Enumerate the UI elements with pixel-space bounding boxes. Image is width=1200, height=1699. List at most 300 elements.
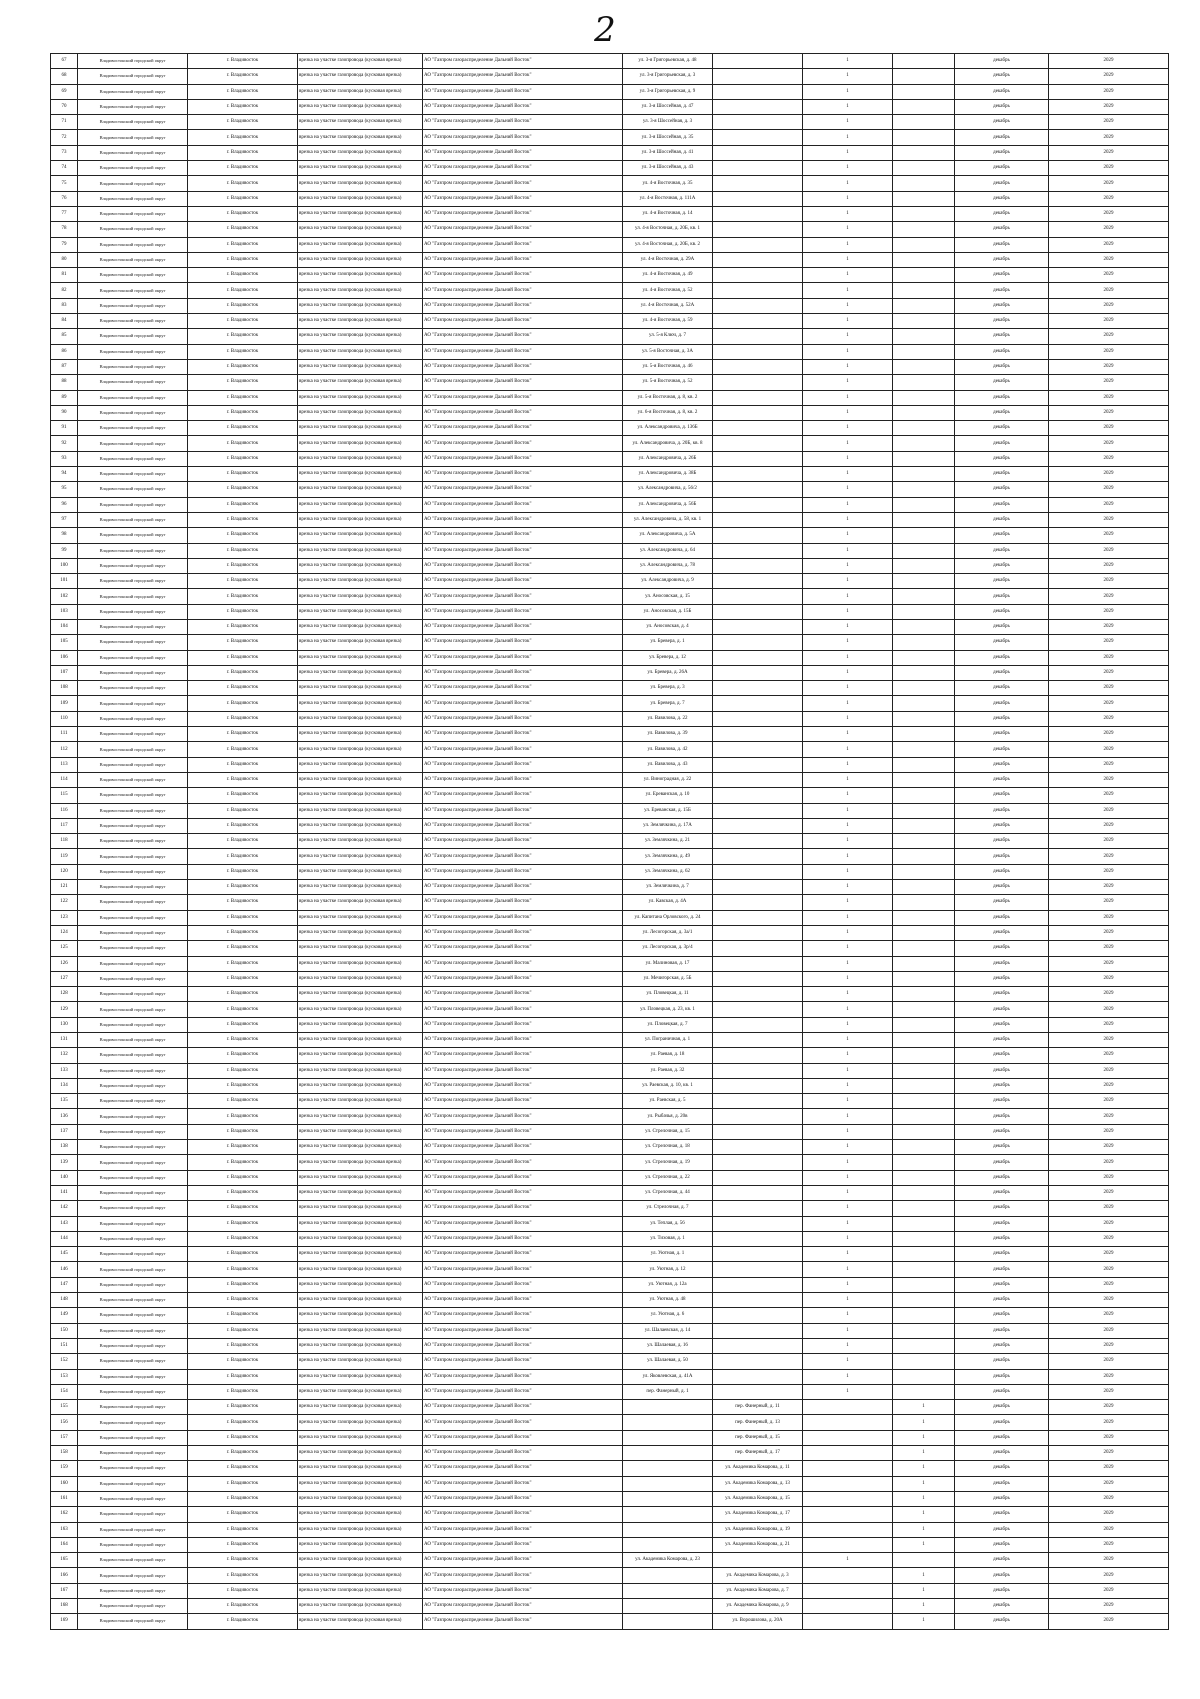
quantity-alt-cell bbox=[893, 1323, 955, 1338]
row-number: 148 bbox=[51, 1293, 78, 1308]
address-cell bbox=[623, 1598, 713, 1613]
year-cell: 2029 bbox=[1049, 1155, 1169, 1170]
work-type-cell: врезка на участке газопровода (кусковая врезка) bbox=[298, 1002, 423, 1017]
quantity-cell: 1 bbox=[803, 788, 893, 803]
address-alt-cell bbox=[713, 589, 803, 604]
quantity-cell: 1 bbox=[803, 757, 893, 772]
address-alt-cell: ул. Академика Комарова, д. 15 bbox=[713, 1491, 803, 1506]
quantity-alt-cell bbox=[893, 589, 955, 604]
month-cell: декабрь bbox=[955, 84, 1049, 99]
address-alt-cell bbox=[713, 283, 803, 298]
district-cell: Владивостокский городской округ bbox=[78, 757, 188, 772]
address-alt-cell bbox=[713, 497, 803, 512]
city-cell: г. Владивосток bbox=[188, 834, 298, 849]
address-alt-cell bbox=[713, 252, 803, 267]
address-alt-cell: ул. Академика Комарова, д. 13 bbox=[713, 1476, 803, 1491]
quantity-cell: 1 bbox=[803, 1293, 893, 1308]
city-cell: г. Владивосток bbox=[188, 1338, 298, 1353]
organization-cell: АО "Газпром газораспределение Дальний Восток" bbox=[423, 1277, 623, 1292]
quantity-alt-cell bbox=[893, 359, 955, 374]
organization-cell: АО "Газпром газораспределение Дальний Восток" bbox=[423, 176, 623, 191]
year-cell: 2029 bbox=[1049, 314, 1169, 329]
organization-cell: АО "Газпром газораспределение Дальний Восток" bbox=[423, 925, 623, 940]
address-cell: ул. Ереванская, д. 10 bbox=[623, 788, 713, 803]
quantity-cell: 1 bbox=[803, 405, 893, 420]
quantity-alt-cell bbox=[893, 1553, 955, 1568]
city-cell: г. Владивосток bbox=[188, 482, 298, 497]
organization-cell: АО "Газпром газораспределение Дальний Восток" bbox=[423, 1155, 623, 1170]
organization-cell: АО "Газпром газораспределение Дальний Восток" bbox=[423, 145, 623, 160]
address-alt-cell bbox=[713, 1140, 803, 1155]
year-cell: 2029 bbox=[1049, 1507, 1169, 1522]
year-cell: 2029 bbox=[1049, 1017, 1169, 1032]
year-cell: 2029 bbox=[1049, 910, 1169, 925]
table-row bbox=[51, 451, 1169, 466]
work-type-cell: врезка на участке газопровода (кусковая врезка) bbox=[298, 1277, 423, 1292]
quantity-alt-cell bbox=[893, 834, 955, 849]
quantity-cell: 1 bbox=[803, 1308, 893, 1323]
address-alt-cell: ул. Ворошилова, д. 20А bbox=[713, 1614, 803, 1629]
work-type-cell: врезка на участке газопровода (кусковая врезка) bbox=[298, 956, 423, 971]
address-alt-cell bbox=[713, 268, 803, 283]
city-cell: г. Владивосток bbox=[188, 971, 298, 986]
district-cell: Владивостокский городской округ bbox=[78, 1491, 188, 1506]
quantity-cell: 1 bbox=[803, 1354, 893, 1369]
district-cell: Владивостокский городской округ bbox=[78, 222, 188, 237]
address-alt-cell bbox=[713, 925, 803, 940]
work-type-cell: врезка на участке газопровода (кусковая врезка) bbox=[298, 1308, 423, 1323]
address-cell: ул. Вавилова, д. 22 bbox=[623, 711, 713, 726]
year-cell: 2029 bbox=[1049, 818, 1169, 833]
table-row bbox=[51, 1262, 1169, 1277]
organization-cell: АО "Газпром газораспределение Дальний Восток" bbox=[423, 849, 623, 864]
row-number: 93 bbox=[51, 451, 78, 466]
table-row bbox=[51, 1109, 1169, 1124]
table-row bbox=[51, 1446, 1169, 1461]
organization-cell: АО "Газпром газораспределение Дальний Восток" bbox=[423, 451, 623, 466]
district-cell: Владивостокский городской округ bbox=[78, 895, 188, 910]
work-type-cell: врезка на участке газопровода (кусковая врезка) bbox=[298, 1155, 423, 1170]
organization-cell: АО "Газпром газораспределение Дальний Восток" bbox=[423, 344, 623, 359]
work-type-cell: врезка на участке газопровода (кусковая врезка) bbox=[298, 803, 423, 818]
quantity-alt-cell bbox=[893, 161, 955, 176]
city-cell: г. Владивосток bbox=[188, 1553, 298, 1568]
table-row bbox=[51, 1614, 1169, 1629]
table-row bbox=[51, 971, 1169, 986]
address-cell: ул. Александровича, д. 9 bbox=[623, 574, 713, 589]
quantity-cell: 1 bbox=[803, 1338, 893, 1353]
organization-cell: АО "Газпром газораспределение Дальний Восток" bbox=[423, 1063, 623, 1078]
table-row bbox=[51, 421, 1169, 436]
organization-cell: АО "Газпром газораспределение Дальний Восток" bbox=[423, 390, 623, 405]
address-alt-cell bbox=[713, 971, 803, 986]
year-cell: 2029 bbox=[1049, 1124, 1169, 1139]
table-row bbox=[51, 375, 1169, 390]
work-type-cell: врезка на участке газопровода (кусковая врезка) bbox=[298, 1094, 423, 1109]
table-row bbox=[51, 1553, 1169, 1568]
address-alt-cell bbox=[713, 130, 803, 145]
quantity-alt-cell bbox=[893, 803, 955, 818]
quantity-cell: 1 bbox=[803, 1109, 893, 1124]
district-cell: Владивостокский городской округ bbox=[78, 283, 188, 298]
table-row bbox=[51, 742, 1169, 757]
row-number: 88 bbox=[51, 375, 78, 390]
address-alt-cell bbox=[713, 1094, 803, 1109]
year-cell: 2029 bbox=[1049, 222, 1169, 237]
city-cell: г. Владивосток bbox=[188, 1002, 298, 1017]
district-cell: Владивостокский городской округ bbox=[78, 665, 188, 680]
quantity-alt-cell bbox=[893, 1170, 955, 1185]
address-cell: ул. Уютная, д. 6 bbox=[623, 1308, 713, 1323]
city-cell: г. Владивосток bbox=[188, 1124, 298, 1139]
row-number: 123 bbox=[51, 910, 78, 925]
district-cell: Владивостокский городской округ bbox=[78, 99, 188, 114]
quantity-cell: 1 bbox=[803, 1384, 893, 1399]
row-number: 86 bbox=[51, 344, 78, 359]
year-cell: 2029 bbox=[1049, 757, 1169, 772]
city-cell: г. Владивосток bbox=[188, 130, 298, 145]
table-row bbox=[51, 1124, 1169, 1139]
organization-cell: АО "Газпром газораспределение Дальний Восток" bbox=[423, 941, 623, 956]
address-alt-cell bbox=[713, 619, 803, 634]
address-alt-cell bbox=[713, 910, 803, 925]
city-cell: г. Владивосток bbox=[188, 635, 298, 650]
year-cell: 2029 bbox=[1049, 99, 1169, 114]
row-number: 96 bbox=[51, 497, 78, 512]
quantity-alt-cell bbox=[893, 1293, 955, 1308]
quantity-alt-cell bbox=[893, 1262, 955, 1277]
address-alt-cell bbox=[713, 344, 803, 359]
work-type-cell: врезка на участке газопровода (кусковая врезка) bbox=[298, 1369, 423, 1384]
month-cell: декабрь bbox=[955, 1231, 1049, 1246]
row-number: 138 bbox=[51, 1140, 78, 1155]
month-cell: декабрь bbox=[955, 543, 1049, 558]
address-cell: ул. Кавская, д. 4А bbox=[623, 895, 713, 910]
organization-cell: АО "Газпром газораспределение Дальний Восток" bbox=[423, 115, 623, 130]
month-cell: декабрь bbox=[955, 1140, 1049, 1155]
district-cell: Владивостокский городской округ bbox=[78, 619, 188, 634]
city-cell: г. Владивосток bbox=[188, 864, 298, 879]
address-cell: ул. Землячкина, д. 62 bbox=[623, 864, 713, 879]
work-type-cell: врезка на участке газопровода (кусковая врезка) bbox=[298, 558, 423, 573]
district-cell: Владивостокский городской округ bbox=[78, 1415, 188, 1430]
city-cell: г. Владивосток bbox=[188, 1109, 298, 1124]
address-alt-cell bbox=[713, 757, 803, 772]
address-cell: ул. Шалаевская, д. 14 bbox=[623, 1323, 713, 1338]
year-cell: 2029 bbox=[1049, 54, 1169, 69]
organization-cell: АО "Газпром газораспределение Дальний Восток" bbox=[423, 834, 623, 849]
work-type-cell: врезка на участке газопровода (кусковая врезка) bbox=[298, 1476, 423, 1491]
address-alt-cell bbox=[713, 772, 803, 787]
row-number: 131 bbox=[51, 1033, 78, 1048]
city-cell: г. Владивосток bbox=[188, 99, 298, 114]
work-type-cell: врезка на участке газопровода (кусковая врезка) bbox=[298, 1140, 423, 1155]
city-cell: г. Владивосток bbox=[188, 1461, 298, 1476]
address-alt-cell bbox=[713, 1109, 803, 1124]
row-number: 103 bbox=[51, 604, 78, 619]
address-alt-cell bbox=[713, 1262, 803, 1277]
month-cell: декабрь bbox=[955, 206, 1049, 221]
work-type-cell: врезка на участке газопровода (кусковая врезка) bbox=[298, 1583, 423, 1598]
district-cell: Владивостокский городской округ bbox=[78, 1247, 188, 1262]
district-cell: Владивостокский городской округ bbox=[78, 237, 188, 252]
address-alt-cell bbox=[713, 237, 803, 252]
quantity-cell: 1 bbox=[803, 987, 893, 1002]
address-cell: ул. Раевская, д. 5 bbox=[623, 1094, 713, 1109]
quantity-cell: 1 bbox=[803, 54, 893, 69]
table-row bbox=[51, 987, 1169, 1002]
month-cell: декабрь bbox=[955, 528, 1049, 543]
work-type-cell: врезка на участке газопровода (кусковая врезка) bbox=[298, 1293, 423, 1308]
city-cell: г. Владивосток bbox=[188, 1216, 298, 1231]
district-cell: Владивостокский городской округ bbox=[78, 1155, 188, 1170]
table-row bbox=[51, 1063, 1169, 1078]
city-cell: г. Владивосток bbox=[188, 54, 298, 69]
month-cell: декабрь bbox=[955, 1446, 1049, 1461]
month-cell: декабрь bbox=[955, 298, 1049, 313]
year-cell: 2029 bbox=[1049, 467, 1169, 482]
district-cell: Владивостокский городской округ bbox=[78, 1476, 188, 1491]
year-cell: 2029 bbox=[1049, 145, 1169, 160]
district-cell: Владивостокский городской округ bbox=[78, 1400, 188, 1415]
work-type-cell: врезка на участке газопровода (кусковая врезка) bbox=[298, 237, 423, 252]
quantity-alt-cell bbox=[893, 1002, 955, 1017]
row-number: 84 bbox=[51, 314, 78, 329]
table-row bbox=[51, 390, 1169, 405]
quantity-cell: 1 bbox=[803, 329, 893, 344]
address-cell: ул. Пограничная, д. 1 bbox=[623, 1033, 713, 1048]
quantity-alt-cell: 1 bbox=[893, 1476, 955, 1491]
month-cell: декабрь bbox=[955, 329, 1049, 344]
row-number: 167 bbox=[51, 1583, 78, 1598]
city-cell: г. Владивосток bbox=[188, 1430, 298, 1445]
district-cell: Владивостокский городской округ bbox=[78, 252, 188, 267]
year-cell: 2029 bbox=[1049, 191, 1169, 206]
organization-cell: АО "Газпром газораспределение Дальний Восток" bbox=[423, 589, 623, 604]
organization-cell: АО "Газпром газораспределение Дальний Восток" bbox=[423, 1598, 623, 1613]
work-type-cell: врезка на участке газопровода (кусковая врезка) bbox=[298, 1522, 423, 1537]
work-type-cell: врезка на участке газопровода (кусковая врезка) bbox=[298, 1553, 423, 1568]
address-cell: ул. Александровича, д. 64 bbox=[623, 543, 713, 558]
district-cell: Владивостокский городской округ bbox=[78, 482, 188, 497]
table-row bbox=[51, 329, 1169, 344]
city-cell: г. Владивосток bbox=[188, 115, 298, 130]
row-number: 161 bbox=[51, 1491, 78, 1506]
address-cell: ул. 5-я Восточная, д. 46 bbox=[623, 359, 713, 374]
quantity-cell bbox=[803, 1400, 893, 1415]
year-cell: 2029 bbox=[1049, 451, 1169, 466]
district-cell: Владивостокский городской округ bbox=[78, 69, 188, 84]
address-cell bbox=[623, 1476, 713, 1491]
work-type-cell: врезка на участке газопровода (кусковая врезка) bbox=[298, 1384, 423, 1399]
row-number: 155 bbox=[51, 1400, 78, 1415]
month-cell: декабрь bbox=[955, 1491, 1049, 1506]
district-cell: Владивостокский городской округ bbox=[78, 711, 188, 726]
month-cell: декабрь bbox=[955, 1002, 1049, 1017]
month-cell: декабрь bbox=[955, 1522, 1049, 1537]
row-number: 143 bbox=[51, 1216, 78, 1231]
city-cell: г. Владивосток bbox=[188, 390, 298, 405]
address-cell: ул. Бревера, д. 12 bbox=[623, 650, 713, 665]
work-type-cell: врезка на участке газопровода (кусковая врезка) bbox=[298, 772, 423, 787]
quantity-alt-cell bbox=[893, 619, 955, 634]
year-cell: 2029 bbox=[1049, 803, 1169, 818]
address-cell bbox=[623, 1583, 713, 1598]
year-cell: 2029 bbox=[1049, 1598, 1169, 1613]
work-type-cell: врезка на участке газопровода (кусковая врезка) bbox=[298, 482, 423, 497]
month-cell: декабрь bbox=[955, 681, 1049, 696]
month-cell: декабрь bbox=[955, 1568, 1049, 1583]
month-cell: декабрь bbox=[955, 1048, 1049, 1063]
month-cell: декабрь bbox=[955, 512, 1049, 527]
month-cell: декабрь bbox=[955, 604, 1049, 619]
district-cell: Владивостокский городской округ bbox=[78, 1384, 188, 1399]
organization-cell: АО "Газпром газораспределение Дальний Восток" bbox=[423, 99, 623, 114]
city-cell: г. Владивосток bbox=[188, 1369, 298, 1384]
city-cell: г. Владивосток bbox=[188, 268, 298, 283]
organization-cell: АО "Газпром газораспределение Дальний Восток" bbox=[423, 681, 623, 696]
district-cell: Владивостокский городской округ bbox=[78, 1537, 188, 1552]
month-cell: декабрь bbox=[955, 589, 1049, 604]
work-type-cell: врезка на участке газопровода (кусковая врезка) bbox=[298, 1537, 423, 1552]
city-cell: г. Владивосток bbox=[188, 375, 298, 390]
quantity-alt-cell bbox=[893, 467, 955, 482]
quantity-alt-cell: 1 bbox=[893, 1461, 955, 1476]
month-cell: декабрь bbox=[955, 405, 1049, 420]
address-cell: ул. Лесогорская, д. 3р/4 bbox=[623, 941, 713, 956]
quantity-alt-cell bbox=[893, 1033, 955, 1048]
quantity-cell: 1 bbox=[803, 1231, 893, 1246]
quantity-cell: 1 bbox=[803, 1048, 893, 1063]
address-alt-cell bbox=[713, 834, 803, 849]
address-alt-cell bbox=[713, 803, 803, 818]
address-alt-cell bbox=[713, 54, 803, 69]
work-type-cell: врезка на участке газопровода (кусковая врезка) bbox=[298, 1614, 423, 1629]
quantity-alt-cell bbox=[893, 1354, 955, 1369]
address-alt-cell bbox=[713, 206, 803, 221]
quantity-alt-cell bbox=[893, 1369, 955, 1384]
address-cell: ул. Пловецкая, д. 7 bbox=[623, 1017, 713, 1032]
address-cell: ул. Стрелочная, д. 15 bbox=[623, 1124, 713, 1139]
city-cell: г. Владивосток bbox=[188, 925, 298, 940]
quantity-cell: 1 bbox=[803, 176, 893, 191]
quantity-cell: 1 bbox=[803, 1033, 893, 1048]
address-cell: ул. Теплая, д. 56 bbox=[623, 1216, 713, 1231]
month-cell: декабрь bbox=[955, 925, 1049, 940]
quantity-cell bbox=[803, 1507, 893, 1522]
district-cell: Владивостокский городской округ bbox=[78, 727, 188, 742]
year-cell: 2029 bbox=[1049, 727, 1169, 742]
city-cell: г. Владивосток bbox=[188, 451, 298, 466]
address-cell: ул. Раевая, д. 32 bbox=[623, 1063, 713, 1078]
district-cell: Владивостокский городской округ bbox=[78, 1185, 188, 1200]
address-alt-cell bbox=[713, 1201, 803, 1216]
address-alt-cell bbox=[713, 788, 803, 803]
quantity-alt-cell bbox=[893, 436, 955, 451]
month-cell: декабрь bbox=[955, 1216, 1049, 1231]
month-cell: декабрь bbox=[955, 359, 1049, 374]
city-cell: г. Владивосток bbox=[188, 604, 298, 619]
year-cell: 2029 bbox=[1049, 1140, 1169, 1155]
month-cell: декабрь bbox=[955, 757, 1049, 772]
row-number: 79 bbox=[51, 237, 78, 252]
year-cell: 2029 bbox=[1049, 604, 1169, 619]
year-cell: 2029 bbox=[1049, 130, 1169, 145]
work-type-cell: врезка на участке газопровода (кусковая врезка) bbox=[298, 941, 423, 956]
quantity-cell: 1 bbox=[803, 1155, 893, 1170]
quantity-alt-cell: 1 bbox=[893, 1446, 955, 1461]
month-cell: декабрь bbox=[955, 1400, 1049, 1415]
quantity-cell: 1 bbox=[803, 665, 893, 680]
address-cell: ул. Александровича, д. 20Б, кв. 8 bbox=[623, 436, 713, 451]
month-cell: декабрь bbox=[955, 283, 1049, 298]
year-cell: 2029 bbox=[1049, 237, 1169, 252]
year-cell: 2029 bbox=[1049, 681, 1169, 696]
table-row bbox=[51, 696, 1169, 711]
quantity-cell bbox=[803, 1491, 893, 1506]
district-cell: Владивостокский городской округ bbox=[78, 1262, 188, 1277]
month-cell: декабрь bbox=[955, 1507, 1049, 1522]
quantity-alt-cell bbox=[893, 1094, 955, 1109]
district-cell: Владивостокский городской округ bbox=[78, 1568, 188, 1583]
address-alt-cell bbox=[713, 84, 803, 99]
work-type-cell: врезка на участке газопровода (кусковая врезка) bbox=[298, 283, 423, 298]
quantity-cell: 1 bbox=[803, 1216, 893, 1231]
organization-cell: АО "Газпром газораспределение Дальний Восток" bbox=[423, 314, 623, 329]
organization-cell: АО "Газпром газораспределение Дальний Восток" bbox=[423, 1461, 623, 1476]
organization-cell: АО "Газпром газораспределение Дальний Восток" bbox=[423, 283, 623, 298]
year-cell: 2029 bbox=[1049, 375, 1169, 390]
row-number: 75 bbox=[51, 176, 78, 191]
work-type-cell: врезка на участке газопровода (кусковая врезка) bbox=[298, 987, 423, 1002]
district-cell: Владивостокский городской округ bbox=[78, 1369, 188, 1384]
table-row bbox=[51, 635, 1169, 650]
row-number: 142 bbox=[51, 1201, 78, 1216]
table-row bbox=[51, 1155, 1169, 1170]
table-row bbox=[51, 543, 1169, 558]
address-alt-cell bbox=[713, 895, 803, 910]
district-cell: Владивостокский городской округ bbox=[78, 451, 188, 466]
organization-cell: АО "Газпром газораспределение Дальний Восток" bbox=[423, 1522, 623, 1537]
address-alt-cell bbox=[713, 405, 803, 420]
district-cell: Владивостокский городской округ bbox=[78, 864, 188, 879]
quantity-alt-cell bbox=[893, 604, 955, 619]
month-cell: декабрь bbox=[955, 1277, 1049, 1292]
row-number: 160 bbox=[51, 1476, 78, 1491]
row-number: 97 bbox=[51, 512, 78, 527]
year-cell: 2029 bbox=[1049, 543, 1169, 558]
year-cell: 2029 bbox=[1049, 1277, 1169, 1292]
month-cell: декабрь bbox=[955, 1614, 1049, 1629]
city-cell: г. Владивосток bbox=[188, 1231, 298, 1246]
month-cell: декабрь bbox=[955, 161, 1049, 176]
quantity-alt-cell bbox=[893, 543, 955, 558]
quantity-alt-cell bbox=[893, 298, 955, 313]
city-cell: г. Владивосток bbox=[188, 1415, 298, 1430]
city-cell: г. Владивосток bbox=[188, 1537, 298, 1552]
work-type-cell: врезка на участке газопровода (кусковая врезка) bbox=[298, 1598, 423, 1613]
address-cell: ул. Бревера, д. 7 bbox=[623, 696, 713, 711]
quantity-alt-cell bbox=[893, 650, 955, 665]
quantity-cell bbox=[803, 1537, 893, 1552]
organization-cell: АО "Газпром газораспределение Дальний Восток" bbox=[423, 1140, 623, 1155]
table-row bbox=[51, 115, 1169, 130]
table-body bbox=[51, 54, 1169, 1630]
organization-cell: АО "Газпром газораспределение Дальний Восток" bbox=[423, 971, 623, 986]
quantity-cell: 1 bbox=[803, 145, 893, 160]
address-alt-cell bbox=[713, 69, 803, 84]
address-cell: ул. Лесогорская, д. 3а/1 bbox=[623, 925, 713, 940]
